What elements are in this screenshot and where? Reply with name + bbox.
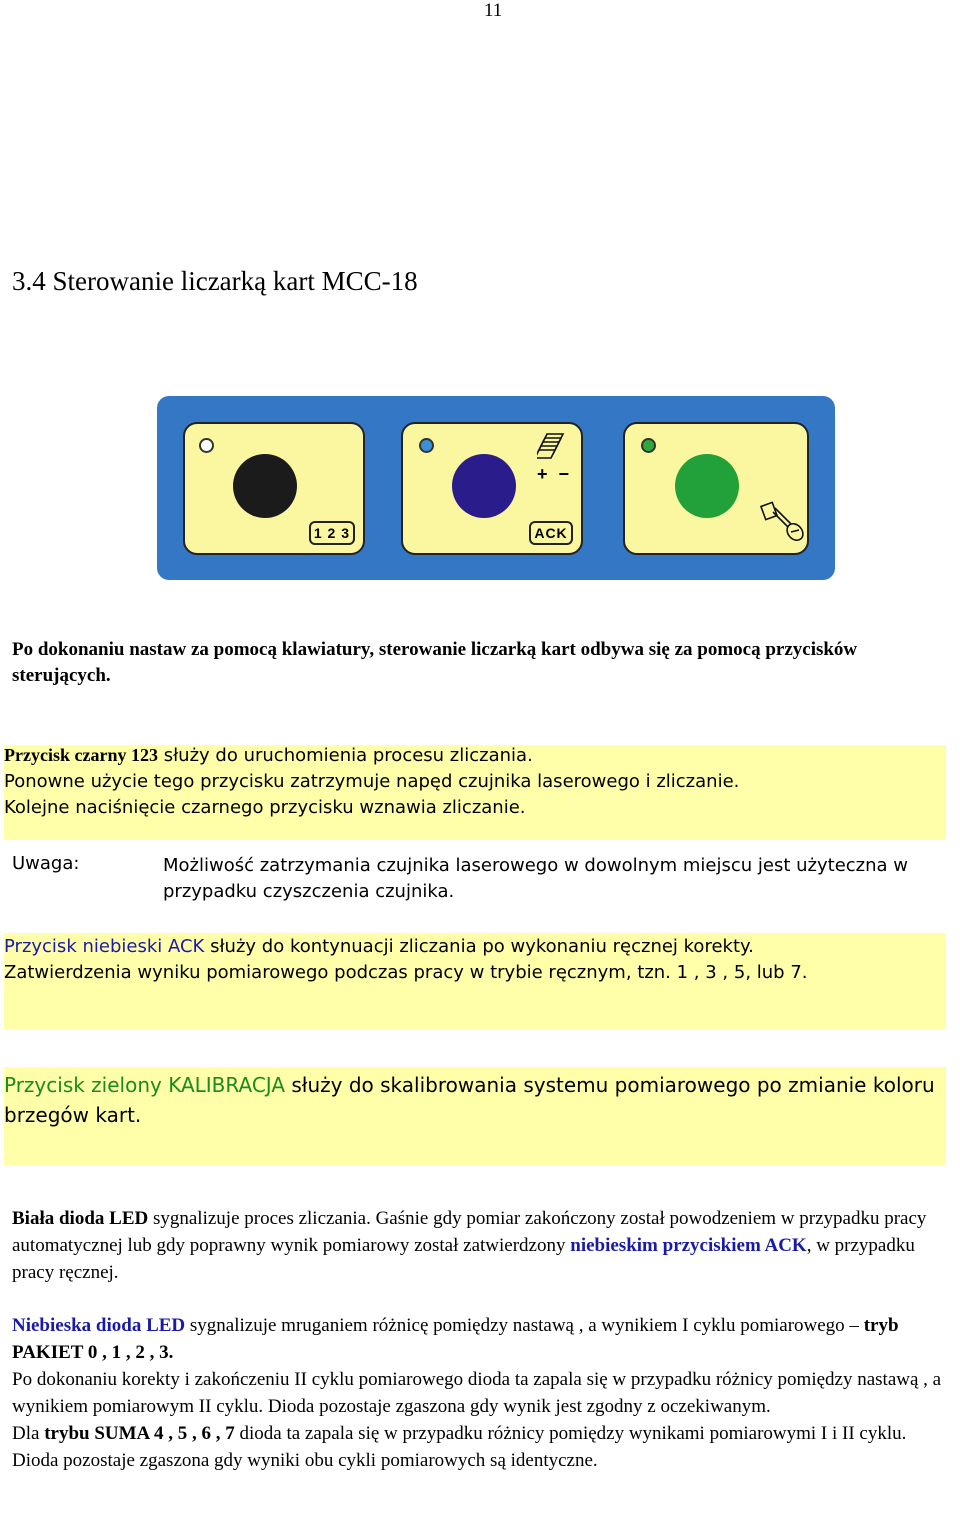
key-ack-blue[interactable]	[401, 422, 583, 555]
green-button-description	[4, 1070, 946, 1130]
blue-led-p3-a: Dla	[12, 1423, 45, 1444]
blue-led-p3-b: dioda ta zapala się w przypadku różnicy pomiędzy wynikami pomiarowymi I i II cyklu. Dioda pozostaje zgaszona gdy wyniki obu cykli pomiarowych są identyczne.	[12, 1423, 907, 1471]
white-led	[199, 438, 214, 453]
section-heading: 3.4 Sterowanie liczarką kart MCC-18	[12, 266, 418, 296]
green-button-text: służy do skalibrowania systemu pomiarowego po zmianie koloru brzegów kart.	[4, 1073, 935, 1127]
white-led-description	[12, 1205, 956, 1286]
blue-button-line1: służy do kontynuacji zliczania po wykonaniu ręcznej korekty.	[204, 936, 754, 957]
key-count-black[interactable]	[183, 422, 365, 555]
green-led	[641, 438, 656, 453]
key-label-ack: ACK	[529, 521, 573, 545]
blue-led-description	[12, 1312, 956, 1474]
blue-button-line2: Zatwierdzenia wyniku pomiarowego podczas pracy w trybie ręcznym, tzn. 1 , 3 , 5, lub 7.	[4, 962, 808, 983]
black-button-name: Przycisk czarny 123	[4, 745, 158, 765]
ack-button-reference: niebieskim przyciskiem ACK	[570, 1235, 807, 1256]
key-icon	[757, 500, 807, 546]
black-button-line1: służy do uruchomienia procesu zliczania.	[157, 745, 533, 766]
white-led-text1: sygnalizuje proces zliczania. Gaśnie gdy pomiar zakończony został powodzeniem w przypadku pracy automatycznej lub gdy poprawny wynik pomiarowy został zatwierdzony	[12, 1208, 927, 1256]
mode-suma: trybu SUMA 4 , 5 , 6 , 7	[44, 1423, 235, 1444]
white-led-name: Biała dioda LED	[12, 1208, 149, 1229]
intro-paragraph: Po dokonaniu nastaw za pomocą klawiatury, sterowanie liczarką kart odbywa się za pomocą przycisków sterujących.	[12, 639, 858, 686]
card-stack-icon	[537, 432, 569, 462]
black-button-line3: Kolejne naciśnięcie czarnego przycisku wznawia zliczanie.	[4, 797, 526, 818]
black-button-description	[4, 742, 946, 821]
mode-pakiet: tryb PAKIET 0 , 1 , 2 , 3.	[12, 1315, 899, 1363]
blue-led-paragraph2: Po dokonaniu korekty i zakończeniu II cyklu pomiarowego dioda ta zapala się w przypadku różnicy pomiędzy nastawą , a wynikiem pomiarowym II cyklu. Dioda pozostaje zgaszona gdy wynik jest zgodny z oczekiwanym.	[12, 1369, 942, 1417]
blue-led-text1: sygnalizuje mruganiem różnicę pomiędzy nastawą , a wynikiem I cyklu pomiarowego –	[185, 1315, 864, 1336]
note-label: Uwaga:	[12, 853, 80, 874]
blue-button[interactable]	[452, 454, 516, 518]
blue-led-name: Niebieska dioda LED	[12, 1315, 186, 1336]
blue-button-description	[4, 934, 946, 986]
page-number: 11	[484, 0, 503, 21]
blue-button-name: Przycisk niebieski ACK	[4, 936, 205, 957]
note-text: Możliwość zatrzymania czujnika laserowego w dowolnym miejscu jest użyteczna w przypadku czyszczenia czujnika.	[163, 855, 909, 902]
green-button-name: Przycisk zielony KALIBRACJA	[4, 1073, 286, 1097]
key-label-123: 1 2 3	[309, 521, 355, 545]
white-led-text2: , w przypadku pracy ręcznej.	[12, 1235, 915, 1283]
green-button[interactable]	[675, 454, 739, 518]
plus-minus-symbols: + −	[537, 464, 573, 484]
black-button-line2: Ponowne użycie tego przycisku zatrzymuje napęd czujnika laserowego i zliczanie.	[4, 771, 740, 792]
blue-led	[419, 438, 434, 453]
black-button[interactable]	[233, 454, 297, 518]
key-calibration-green[interactable]	[623, 422, 809, 555]
control-panel	[157, 396, 835, 580]
